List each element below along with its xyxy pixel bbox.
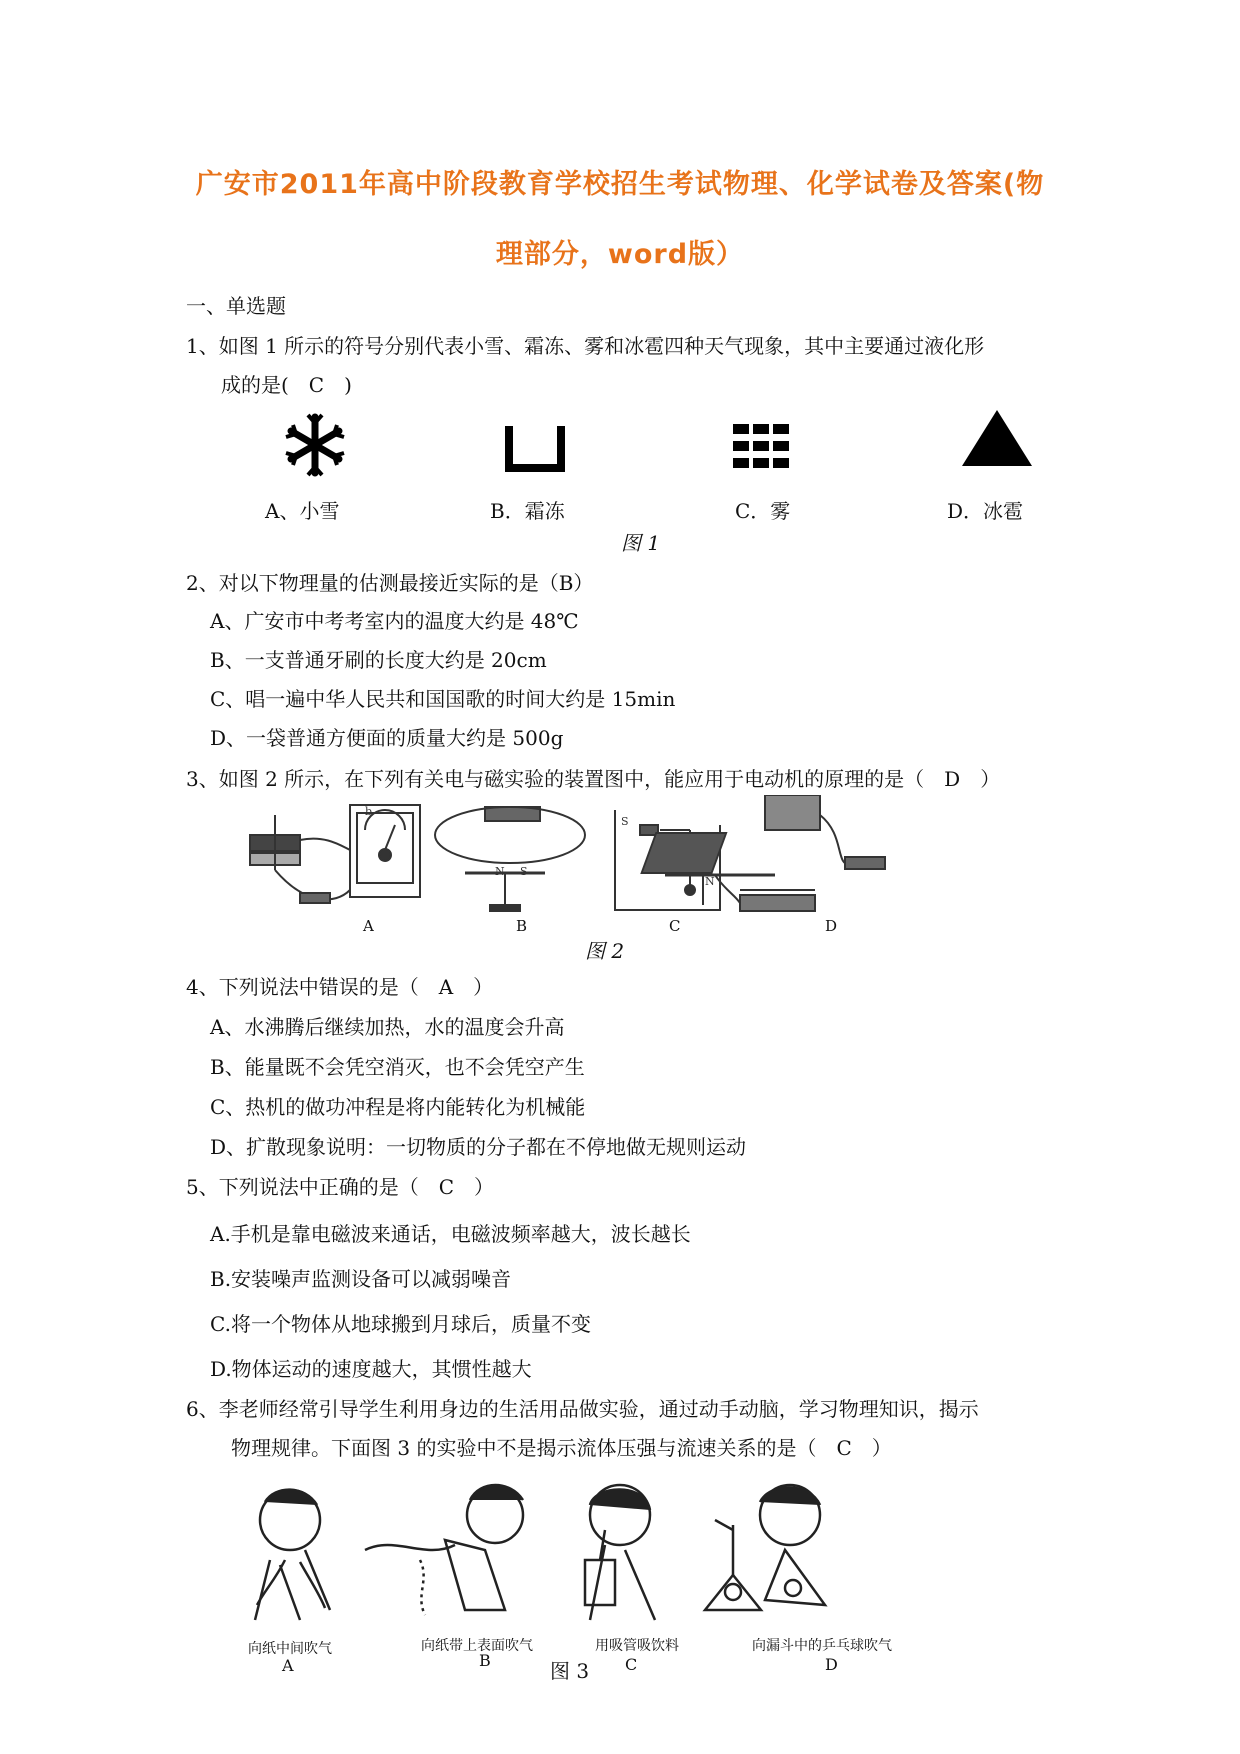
q6-desc-a: 向纸中间吹气 [248, 1641, 332, 1657]
figure-1-caption: 图 1 [621, 531, 661, 555]
q4-option-d: D、扩散现象说明：一切物质的分子都在不停地做无规则运动 [210, 1135, 747, 1159]
q1-stem-line-1: 1、如图 1 所示的符号分别代表小雪、霜冻、雾和冰雹四种天气现象，其中主要通过液化形 [186, 334, 985, 358]
svg-text:S: S [520, 865, 528, 878]
q4-option-a: A、水沸腾后继续加热，水的温度会升高 [210, 1015, 565, 1039]
q6-label-c: C [625, 1655, 638, 1674]
q3-label-c: C [669, 917, 681, 935]
q5-option-b: B.安装噪声监测设备可以减弱噪音 [210, 1267, 512, 1291]
section-heading: 一、单选题 [186, 294, 286, 318]
q1-stem-line-2: 成的是( C ) [221, 373, 352, 397]
hail-triangle-icon [960, 408, 1034, 468]
q1-label-d: D．冰雹 [947, 499, 1024, 523]
svg-text:S: S [621, 815, 629, 828]
q1-label-b: B．霜冻 [490, 499, 565, 523]
title-line-2: 理部分，word版） [495, 239, 745, 270]
q6-label-a: A [282, 1656, 294, 1675]
q2-option-a: A、广安市中考考室内的温度大约是 48℃ [210, 609, 579, 633]
q2-option-b: B、一支普通牙刷的长度大约是 20cm [210, 648, 547, 672]
q1-label-c: C．雾 [735, 499, 791, 523]
svg-text:N: N [705, 875, 715, 888]
q5-option-c: C.将一个物体从地球搬到月球后，质量不变 [210, 1312, 591, 1336]
q3-label-d: D [825, 917, 838, 935]
q4-option-c: C、热机的做功冲程是将内能转化为机械能 [210, 1095, 586, 1119]
q2-option-c: C、唱一遍中华人民共和国国歌的时间大约是 15min [210, 687, 676, 711]
q6-stem-line-2: 物理规律。下面图 3 的实验中不是揭示流体压强与流速关系的是（ C ） [231, 1436, 892, 1460]
svg-text:N: N [495, 865, 505, 878]
snowflake-icon [280, 410, 350, 480]
fog-symbol-icon [733, 424, 789, 468]
q6-desc-d: 向漏斗中的乒乓球吹气 [752, 1638, 892, 1654]
title-line-1: 广安市2011年高中阶段教育学校招生考试物理、化学试卷及答案(物 [195, 169, 1045, 200]
q5-option-a: A.手机是靠电磁波来通话，电磁波频率越大，波长越长 [210, 1222, 691, 1246]
q6-desc-b: 向纸带上表面吹气 [421, 1638, 533, 1654]
figure-3-caption: 图 3 [550, 1659, 590, 1683]
figure-3-illustrations [245, 1480, 925, 1630]
q3-stem: 3、如图 2 所示，在下列有关电与磁实验的装置图中，能应用于电动机的原理的是（ D ） [186, 767, 1001, 791]
q4-option-b: B、能量既不会凭空消灭，也不会凭空产生 [210, 1055, 585, 1079]
q2-option-d: D、一袋普通方便面的质量大约是 500g [210, 726, 564, 750]
figure-2-caption: 图 2 [585, 939, 625, 963]
q2-stem: 2、对以下物理量的估测最接近实际的是（B） [186, 571, 594, 595]
q6-label-b: B [479, 1651, 491, 1670]
q3-label-b: B [516, 917, 528, 935]
frost-symbol-icon [505, 424, 565, 472]
figure-2-apparatus [245, 795, 965, 935]
q6-stem-line-1: 6、李老师经常引导学生利用身边的生活用品做实验，通过动手动脑，学习物理知识，揭示 [186, 1397, 979, 1421]
q6-label-d: D [825, 1655, 838, 1674]
q6-desc-c: 用吸管吸饮料 [595, 1638, 679, 1654]
q1-label-a: A、小雪 [265, 499, 340, 523]
q3-label-a: A [363, 917, 374, 935]
q5-option-d: D.物体运动的速度越大，其惯性越大 [210, 1357, 532, 1381]
q4-stem: 4、下列说法中错误的是（ A ） [186, 975, 494, 999]
q5-stem: 5、下列说法中正确的是（ C ） [186, 1175, 495, 1199]
svg-text:b: b [365, 805, 373, 818]
